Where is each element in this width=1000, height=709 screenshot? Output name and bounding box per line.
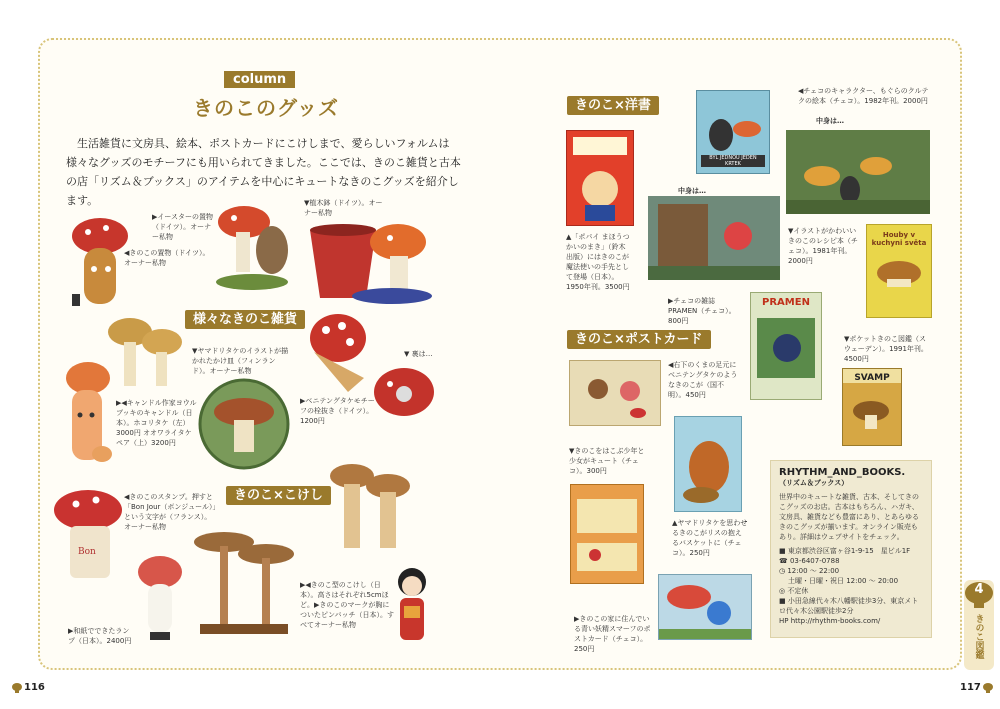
section-postcards: きのこ×ポストカード: [567, 328, 711, 347]
mushroom-candle-figure: [62, 360, 114, 470]
section-kokeshi: きのこ×こけし: [226, 484, 331, 503]
shop-info-box: [770, 460, 932, 638]
caption-kokeshi: ▶◀きのこ型のこけし（日本）。高さはそれぞれ5cmほど。▶きのこのマークが胸についたピンバッチ（日本）。すべてオーナー私物: [300, 581, 395, 629]
postcard-bear: [569, 360, 661, 426]
postcard-smurf: [658, 574, 752, 640]
shop-hours-weekend: 土曜・日曜・祝日 12:00 〜 20:00: [788, 577, 899, 585]
chapter-index-tab[interactable]: [964, 580, 994, 670]
svg-text:Bon: Bon: [78, 547, 96, 557]
caption-pc3: ▲ヤマドリタケを思わせるきのこがリスの抱えるバスケットに（チェコ）。250円: [672, 519, 748, 557]
caption-pc4: ▶きのこの家に住んでいる青い妖精スマーフのポストカード（チェコ）。250円: [574, 615, 651, 653]
caption-popeye: ▲「ポパイ まほうつかいのまき」（鈴木出版）にはきのこが魔法使いの手先として登場（日本）。1950年刊。3500円: [566, 233, 630, 291]
caption-nakami: ▼ 裏は…: [404, 350, 433, 358]
shop-closed: ◎ 不定休: [779, 587, 809, 595]
shop-name: RHYTHM_AND_BOOKS.: [779, 467, 906, 478]
opener-back-figure: [372, 362, 436, 420]
caption-plate: ▼ヤマドリタケのイラストが描かれたかけ皿（フィンランド）。オーナー私物: [192, 347, 289, 375]
mushroom-stamp-figure: [52, 488, 124, 584]
postcard-children: [570, 484, 644, 584]
caption-pot: ▼植木鉢（ドイツ）。オーナー私物: [304, 199, 383, 217]
caption-nakami-1: 中身は…: [816, 117, 844, 125]
lamp-figure: [136, 554, 184, 644]
section-books: きのこ×洋書: [567, 94, 659, 113]
recipe-book-cover: Houby v kuchyni světa: [866, 224, 932, 318]
pramen-magazine-cover: PRAMEN: [750, 292, 822, 400]
caption-pc2: ▼きのこをはこぶ少年と少女がキュート（チェコ）。300円: [569, 447, 645, 475]
right-page-number: 117: [960, 682, 993, 693]
plate-figure: [196, 378, 292, 470]
shop-tel: ☎ 03-6407-0788: [779, 557, 840, 565]
krtek-book-cover: BYL JEDNOU JEDEN KRTEK: [696, 90, 770, 174]
caption-recipe: ▼イラストがかわいいきのこのレシピ本（チェコ）。1981年刊。2000円: [788, 227, 858, 265]
caption-opener: ▶ベニテングタケモチーフの栓抜き（ドイツ）。1200円: [300, 397, 375, 425]
mushroom-icon: [12, 683, 22, 693]
flowerpot-figure: [306, 218, 432, 306]
caption-nakami-2: 中身は…: [678, 187, 706, 195]
twin-mushroom-candle: [104, 312, 184, 392]
postcard-squirrel: [674, 416, 742, 512]
caption-pocket: ▼ポケットきのこ図鑑（スウェーデン）。1991年刊。4500円: [844, 335, 928, 363]
chapter-number: 4: [974, 582, 984, 597]
caption-pc1: ◀右下のくまの足元にベニテングタケのようなきのこが（国不明）。450円: [668, 361, 738, 399]
page-title: きのこのグッズ: [193, 96, 339, 120]
section-zakka: 様々なきのこ雑貨: [185, 308, 305, 327]
caption-pramen: ▶チェコの雑誌 PRAMEN（チェコ）。800円: [668, 297, 736, 325]
popeye-inner-spread: [648, 196, 780, 280]
krtek-inner-spread: [786, 130, 930, 214]
caption-candle: ▶◀キャンドル作家ヨウルブッキのキャンドル（日本）。ホコリタケ（左）3000円 オオワライタケ ペア（上）3200円: [116, 399, 197, 447]
easter-figure: [214, 202, 294, 292]
caption-okimono: ◀きのこの置物（ドイツ）。オーナー私物: [124, 249, 210, 267]
shop-name-ja: （リズム＆ブックス）: [779, 479, 849, 487]
caption-lamp: ▶和紙でできたランプ（日本）。2400円: [68, 627, 132, 645]
shop-address: ■ 東京都渋谷区富ヶ谷1-9-15 星ビル1F: [779, 547, 911, 555]
shop-access: ■ 小田急線代々木八幡駅徒歩3分、東京メトロ代々木公園駅徒歩2分: [779, 597, 919, 615]
mushroom-icon: [983, 683, 993, 693]
caption-stamp: ◀きのこのスタンプ。押すと「Bon Jour（ボンジュール）」という文字が（フランス）。オーナー私物: [124, 493, 216, 531]
column-tag: column: [224, 68, 295, 87]
caption-krtek: ◀チェコのキャラクター、もぐらのクルテクの絵本（チェコ）。1982年刊。2000円: [798, 87, 929, 105]
mushroom-house-figure: [70, 214, 132, 314]
shop-website-link[interactable]: HP http://rhythm-books.com/: [779, 617, 881, 625]
popeye-book-cover: [566, 130, 634, 226]
wooden-mushroom-figure: [190, 516, 298, 640]
caption-easter: ▶イースターの置物（ドイツ）。オーナー私物: [152, 213, 214, 241]
svamp-book-cover: SVAMP: [842, 368, 902, 446]
kokeshi-doll-figure: [392, 566, 432, 644]
kokeshi-mushroom-figure: [328, 458, 414, 558]
bottle-opener-figure: [308, 312, 370, 394]
shop-description: 世界中のキュートな雑貨、古本、そしてきのこグッズのお店。古本はもちろん、ハガキ、文房具、雑貨なども豊富にあり、とあらゆるきのこグッズが揃います。オンライン販売もあり。詳細はウェブサイトをチェック。: [779, 493, 919, 541]
chapter-label: きのこ図鑑: [973, 614, 984, 659]
left-page-number: 116: [12, 682, 45, 693]
intro-text: 生活雑貨に文房具、絵本、ポストカードにこけしまで、愛らしいフォルムは様々なグッズのモチーフにも用いられてきました。ここでは、きのこ雑貨と古本の店「リズム＆ブックス」のアイテムを中心にキュートなきのこグッズを紹介します。: [66, 137, 461, 207]
shop-hours: ◷ 12:00 〜 22:00: [779, 567, 840, 575]
